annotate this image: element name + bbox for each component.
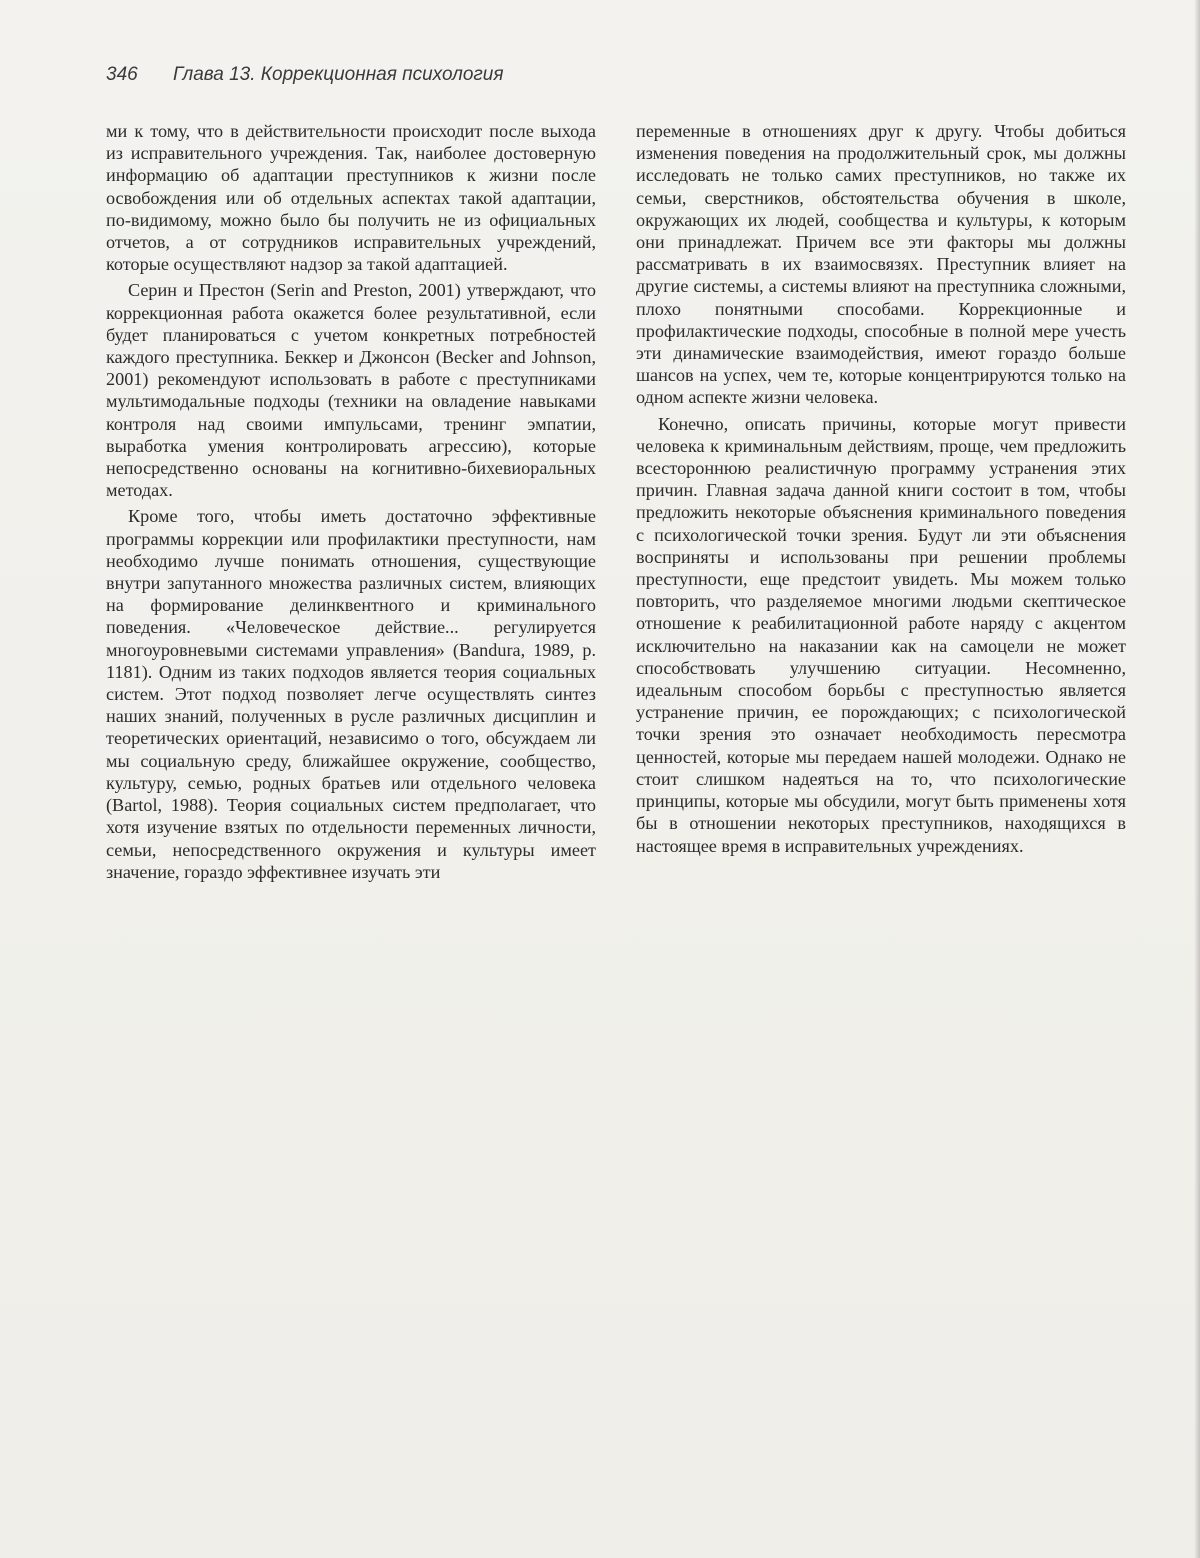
paragraph-right-2: Конечно, описать причины, которые могут привести человека к криминальным действиям, проще, чем предложить всестороннюю реалистичную программу устранения этих причин. Главная задача данной книги состоит в том, чтобы предложить некоторые объяснения криминального поведения с психологической точки зрения. Будут ли эти объяснения восприняты и использованы при решении проблемы преступности, еще предстоит увидеть. Мы можем только повторить, что разделяемое многими людьми скептическое отношение к реабилитационной работе наряду с акцентом исключительно на наказании как на самоцели не может способствовать улучшению ситуации. Несомненно, идеальным способом борьбы с преступностью является устранение причин, ее порождающих; с психологической точки зрения это означает необходимость пересмотра ценностей, которые мы передаем нашей молодежи. Однако не стоит слишком надеяться на то, что психологические принципы, которые мы обсудили, могут быть применены хотя бы в отношении некоторых преступников, находящихся в настоящее время в исправительных учреждениях. (636, 413, 1126, 857)
right-column (636, 120, 1126, 861)
paragraph-left-2: Серин и Престон (Serin and Preston, 2001) утверждают, что коррекционная работа окажется более результативной, если будет планироваться с учетом конкретных потребностей каждого преступника. Беккер и Джонсон (Becker and Johnson, 2001) рекомендуют использовать в работе с преступниками мультимодальные подходы (техники на овладение навыками контроля над своими импульсами, тренинг эмпатии, выработка умения контролировать агрессию), которые непосредственно основаны на когнитивно-бихевиоральных методах. (106, 279, 596, 501)
left-column (106, 120, 596, 887)
page-number: 346 (106, 64, 138, 85)
book-page (0, 0, 1200, 1558)
paragraph-left-3: Кроме того, чтобы иметь достаточно эффективные программы коррекции или профилактики преступности, нам необходимо лучше понимать отношения, существующие внутри запутанного множества различных систем, влияющих на формирование делинквентного и криминального поведения. «Человеческое действие... регулируется многоуровневыми системами управления» (Bandura, 1989, p. 1181). Одним из таких подходов является теория социальных систем. Этот подход позволяет легче осуществлять синтез наших знаний, полученных в русле различных дисциплин и теоретических ориентаций, независимо о того, обсуждаем ли мы социальную среду, ближайшее окружение, сообщество, культуру, семью, родных братьев или отдельного человека (Bartol, 1988). Теория социальных систем предполагает, что хотя изучение взятых по отдельности переменных личности, семьи, непосредственного окружения и культуры имеет значение, гораздо эффективнее изучать эти (106, 505, 596, 882)
paragraph-left-1: ми к тому, что в действительности происходит после выхода из исправительного учреждения. Так, наиболее достоверную информацию об адаптации преступников к жизни после освобождения или об отдельных аспектах такой адаптации, по-видимому, можно было бы получить не из официальных отчетов, а от сотрудников исправительных учреждений, которые осуществляют надзор за такой адаптацией. (106, 120, 596, 275)
page-edge-shadow (1194, 0, 1200, 1558)
chapter-title: Глава 13. Коррекционная психология (173, 64, 504, 85)
paragraph-right-1: переменные в отношениях друг к другу. Чтобы добиться изменения поведения на продолжительный срок, мы должны исследовать не только самих преступников, но также их семьи, сверстников, обстоятельства обучения в школе, окружающих их людей, сообщества и культуры, к которым они принадлежат. Причем все эти факторы мы должны рассматривать в их взаимосвязях. Преступник влияет на другие системы, а системы влияют на преступника сложными, плохо понятными способами. Коррекционные и профилактические подходы, способные в полной мере учесть эти динамические взаимодействия, имеют гораздо больше шансов на успех, чем те, которые концентрируются только на одном аспекте жизни человека. (636, 120, 1126, 409)
running-head (106, 64, 503, 86)
